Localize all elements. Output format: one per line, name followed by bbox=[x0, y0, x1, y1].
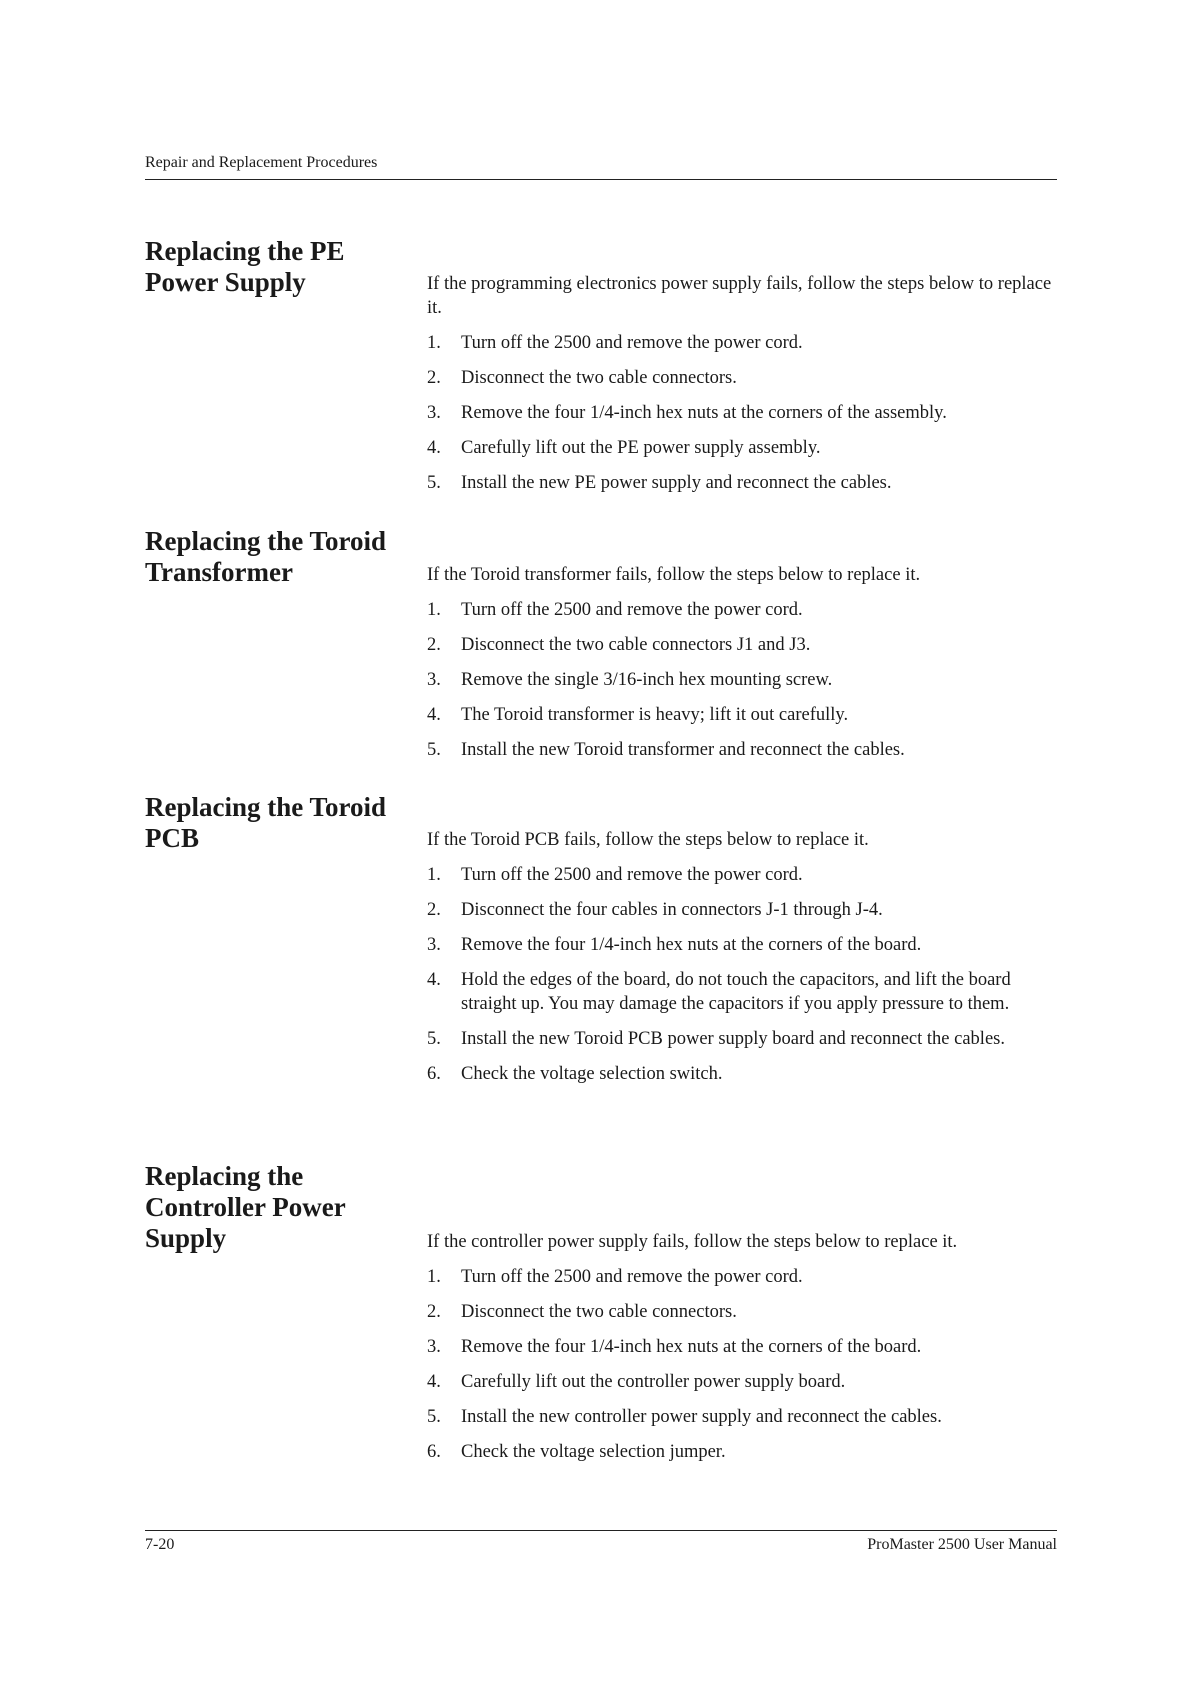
heading-line: PCB bbox=[145, 823, 199, 853]
heading-line: Replacing the Toroid bbox=[145, 792, 387, 822]
step-item bbox=[427, 898, 1057, 922]
heading-line: Replacing the bbox=[145, 1161, 304, 1191]
step-number: 4. bbox=[427, 1372, 441, 1392]
step-text: Turn off the 2500 and remove the power cord. bbox=[461, 600, 803, 620]
manual-title: ProMaster 2500 User Manual bbox=[867, 1536, 1057, 1553]
step-number: 6. bbox=[427, 1442, 441, 1462]
step-item bbox=[427, 1370, 1057, 1394]
step-item bbox=[427, 1027, 1057, 1051]
step-item bbox=[427, 401, 1057, 425]
step-number: 6. bbox=[427, 1064, 441, 1084]
step-item bbox=[427, 1062, 1057, 1086]
heading-line: Controller Power bbox=[145, 1192, 346, 1222]
intro-text: If the Toroid transformer fails, follow the steps below to replace it. bbox=[427, 565, 921, 585]
footer-rule bbox=[145, 1530, 1057, 1531]
step-number: 5. bbox=[427, 473, 441, 493]
step-number: 5. bbox=[427, 740, 441, 760]
step-item bbox=[427, 1300, 1057, 1324]
page-number: 7-20 bbox=[145, 1536, 175, 1553]
step-text: Remove the single 3/16-inch hex mounting screw. bbox=[461, 670, 833, 690]
step-number: 4. bbox=[427, 970, 441, 990]
step-number: 1. bbox=[427, 333, 441, 353]
running-header: Repair and Replacement Procedures bbox=[145, 154, 378, 171]
heading-line: Replacing the PE bbox=[145, 236, 345, 266]
heading-line: Replacing the Toroid bbox=[145, 526, 387, 556]
step-number: 3. bbox=[427, 670, 441, 690]
step-item bbox=[427, 436, 1057, 460]
step-text: Carefully lift out the controller power supply board. bbox=[461, 1372, 846, 1392]
step-text: Remove the four 1/4-inch hex nuts at the corners of the board. bbox=[461, 1337, 922, 1357]
step-number: 1. bbox=[427, 600, 441, 620]
step-text: Remove the four 1/4-inch hex nuts at the corners of the board. bbox=[461, 935, 922, 955]
step-number: 4. bbox=[427, 438, 441, 458]
step-item bbox=[427, 1265, 1057, 1289]
step-number: 1. bbox=[427, 1267, 441, 1287]
step-item bbox=[427, 968, 1057, 1016]
step-item bbox=[427, 668, 1057, 692]
step-number: 2. bbox=[427, 368, 441, 388]
section-body bbox=[427, 828, 1057, 1097]
step-text: Install the new PE power supply and reconnect the cables. bbox=[461, 473, 892, 493]
section-body bbox=[427, 272, 1057, 506]
step-item bbox=[427, 471, 1057, 495]
step-text: Carefully lift out the PE power supply assembly. bbox=[461, 438, 821, 458]
header-rule bbox=[145, 179, 1057, 180]
step-text: Turn off the 2500 and remove the power cord. bbox=[461, 865, 803, 885]
step-text: Install the new controller power supply and reconnect the cables. bbox=[461, 1407, 942, 1427]
step-number: 5. bbox=[427, 1407, 441, 1427]
step-number: 3. bbox=[427, 1337, 441, 1357]
step-text: The Toroid transformer is heavy; lift it out carefully. bbox=[461, 705, 849, 725]
section-body bbox=[427, 563, 1057, 773]
step-text: Remove the four 1/4-inch hex nuts at the corners of the assembly. bbox=[461, 403, 947, 423]
intro-text: If the Toroid PCB fails, follow the steps below to replace it. bbox=[427, 830, 869, 850]
step-text: Hold the edges of the board, do not touch the capacitors, and lift the board straight up. You may damage the capacitors if you apply pressure to them. bbox=[461, 970, 1011, 1014]
step-item bbox=[427, 598, 1057, 622]
step-text: Turn off the 2500 and remove the power cord. bbox=[461, 333, 803, 353]
step-number: 2. bbox=[427, 900, 441, 920]
section-heading bbox=[145, 792, 386, 854]
step-item bbox=[427, 738, 1057, 762]
step-item bbox=[427, 1405, 1057, 1429]
step-number: 5. bbox=[427, 1029, 441, 1049]
step-text: Disconnect the two cable connectors. bbox=[461, 368, 737, 388]
step-number: 4. bbox=[427, 705, 441, 725]
section-heading bbox=[145, 1161, 346, 1254]
step-number: 1. bbox=[427, 865, 441, 885]
step-item bbox=[427, 331, 1057, 355]
step-text: Check the voltage selection jumper. bbox=[461, 1442, 726, 1462]
step-number: 2. bbox=[427, 1302, 441, 1322]
step-text: Turn off the 2500 and remove the power cord. bbox=[461, 1267, 803, 1287]
step-text: Disconnect the two cable connectors. bbox=[461, 1302, 737, 1322]
step-item bbox=[427, 633, 1057, 657]
step-text: Disconnect the four cables in connectors J-1 through J-4. bbox=[461, 900, 883, 920]
step-text: Install the new Toroid PCB power supply board and reconnect the cables. bbox=[461, 1029, 1005, 1049]
step-number: 2. bbox=[427, 635, 441, 655]
step-number: 3. bbox=[427, 935, 441, 955]
heading-line: Transformer bbox=[145, 557, 293, 587]
step-item bbox=[427, 1440, 1057, 1464]
step-item bbox=[427, 703, 1057, 727]
intro-text: If the controller power supply fails, follow the steps below to replace it. bbox=[427, 1232, 958, 1252]
section-body bbox=[427, 1230, 1057, 1475]
step-item bbox=[427, 1335, 1057, 1359]
step-item bbox=[427, 863, 1057, 887]
step-text: Install the new Toroid transformer and reconnect the cables. bbox=[461, 740, 905, 760]
step-text: Check the voltage selection switch. bbox=[461, 1064, 723, 1084]
section-heading bbox=[145, 526, 386, 588]
step-number: 3. bbox=[427, 403, 441, 423]
section-heading bbox=[145, 236, 345, 298]
step-item bbox=[427, 933, 1057, 957]
intro-text: If the programming electronics power supply fails, follow the steps below to replace it. bbox=[427, 274, 1052, 318]
step-text: Disconnect the two cable connectors J1 and J3. bbox=[461, 635, 811, 655]
heading-line: Supply bbox=[145, 1223, 227, 1253]
step-item bbox=[427, 366, 1057, 390]
heading-line: Power Supply bbox=[145, 267, 306, 297]
